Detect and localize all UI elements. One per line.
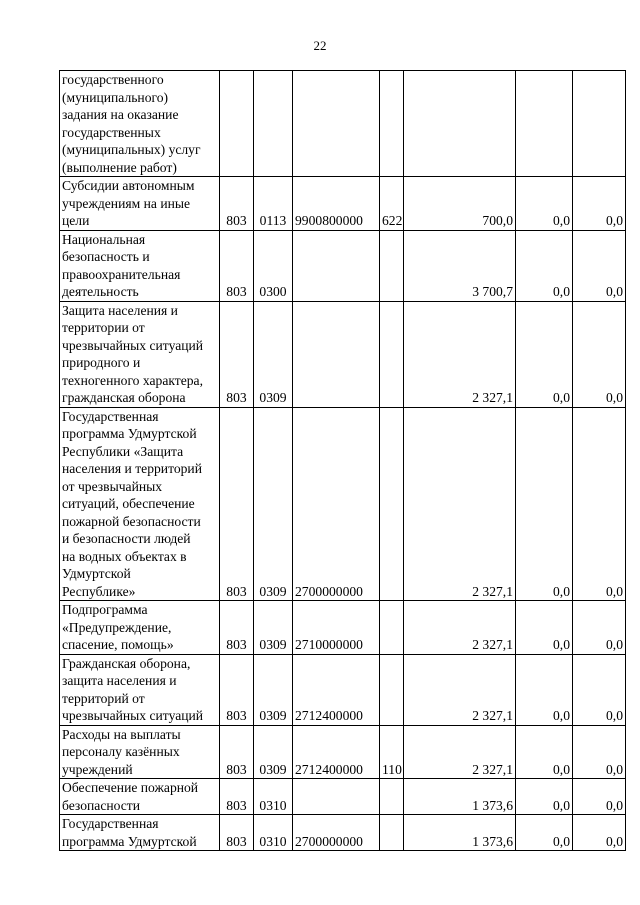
item-name-line: учреждениям на иные [62, 195, 191, 211]
article-code-cell: 9900800000 [293, 177, 380, 231]
table-row [60, 230, 626, 301]
amount-cell-1: 2 327,1 [404, 407, 516, 601]
table-row [60, 301, 626, 407]
amount-cell-1: 2 327,1 [404, 654, 516, 725]
item-name-line: цели [62, 213, 90, 228]
item-name-cell [60, 71, 220, 177]
item-name-cell [60, 177, 220, 231]
item-name-line: гражданская оборона [62, 390, 186, 405]
item-name-line: чрезвычайных ситуаций [62, 708, 204, 723]
amount-cell-3: 0,0 [573, 177, 626, 231]
item-name-line: на водных объектах в [62, 548, 187, 564]
item-name-cell [60, 779, 220, 815]
item-name-cell [60, 725, 220, 779]
item-name-line: Субсидии автономным [62, 178, 195, 193]
amount-cell-3 [573, 71, 626, 177]
amount-cell-3: 0,0 [573, 725, 626, 779]
dept-code-cell: 803 [220, 407, 254, 601]
item-name-line: населения и территорий [62, 461, 202, 476]
item-name-cell [60, 815, 220, 851]
expense-type-cell [380, 654, 404, 725]
article-code-cell [293, 301, 380, 407]
article-code-cell: 2712400000 [293, 725, 380, 779]
table-row [60, 177, 626, 231]
item-name-line: государственных [62, 124, 161, 140]
section-code-cell [254, 71, 293, 177]
item-name-line: территории от [62, 320, 145, 335]
amount-cell-3: 0,0 [573, 230, 626, 301]
item-name-line: Республики «Защита [62, 443, 184, 459]
dept-code-cell: 803 [220, 301, 254, 407]
item-name-line: Расходы на выплаты [62, 726, 181, 742]
expense-type-cell [380, 779, 404, 815]
item-name-line: природного и [62, 355, 141, 370]
item-name-line: и безопасности людей [62, 531, 191, 546]
item-name-line: безопасности [62, 797, 141, 813]
dept-code-cell: 803 [220, 601, 254, 655]
expense-type-cell [380, 301, 404, 407]
item-name-line: ситуаций, обеспечение [62, 496, 195, 511]
item-name-line: (выполнение работ) [62, 159, 177, 175]
amount-cell-2: 0,0 [516, 815, 573, 851]
amount-cell-3: 0,0 [573, 779, 626, 815]
item-name-line: Защита населения и [62, 302, 178, 318]
amount-cell-2: 0,0 [516, 407, 573, 601]
budget-table [59, 70, 626, 851]
amount-cell-1: 2 327,1 [404, 725, 516, 779]
amount-cell-1: 1 373,6 [404, 815, 516, 851]
item-name-line: Государственная [62, 816, 159, 831]
dept-code-cell: 803 [220, 779, 254, 815]
item-name-line: (муниципального) [62, 89, 169, 105]
expense-type-cell [380, 230, 404, 301]
expense-type-cell: 622 [380, 177, 404, 231]
section-code-cell: 0310 [254, 815, 293, 851]
item-name-cell [60, 301, 220, 407]
item-name-line: государственного [62, 72, 164, 87]
table-row [60, 654, 626, 725]
amount-cell-1: 2 327,1 [404, 301, 516, 407]
item-name-line: Национальная [62, 231, 146, 247]
item-name-line: Гражданская оборона, [62, 655, 191, 671]
item-name-line: задания на оказание [62, 107, 179, 122]
amount-cell-3: 0,0 [573, 654, 626, 725]
amount-cell-1: 2 327,1 [404, 601, 516, 655]
item-name-line: персоналу казённых [62, 744, 180, 759]
amount-cell-2: 0,0 [516, 779, 573, 815]
item-name-line: (муниципальных) услуг [62, 142, 201, 157]
amount-cell-3: 0,0 [573, 815, 626, 851]
amount-cell-2 [516, 71, 573, 177]
item-name-line: Республике» [62, 583, 136, 599]
table-row [60, 71, 626, 177]
section-code-cell: 0309 [254, 407, 293, 601]
article-code-cell [293, 71, 380, 177]
table-row [60, 601, 626, 655]
section-code-cell: 0309 [254, 301, 293, 407]
expense-type-cell [380, 407, 404, 601]
section-code-cell: 0310 [254, 779, 293, 815]
expense-type-cell [380, 71, 404, 177]
amount-cell-1: 700,0 [404, 177, 516, 231]
amount-cell-1: 1 373,6 [404, 779, 516, 815]
item-name-line: чрезвычайных ситуаций [62, 337, 204, 353]
item-name-cell [60, 654, 220, 725]
article-code-cell: 2700000000 [293, 815, 380, 851]
dept-code-cell: 803 [220, 815, 254, 851]
amount-cell-1 [404, 71, 516, 177]
amount-cell-3: 0,0 [573, 301, 626, 407]
item-name-line: учреждений [62, 761, 133, 777]
expense-type-cell [380, 815, 404, 851]
dept-code-cell: 803 [220, 725, 254, 779]
dept-code-cell: 803 [220, 177, 254, 231]
section-code-cell: 0309 [254, 601, 293, 655]
article-code-cell: 2712400000 [293, 654, 380, 725]
item-name-line: Обеспечение пожарной [62, 780, 199, 795]
item-name-cell [60, 230, 220, 301]
expense-type-cell: 110 [380, 725, 404, 779]
section-code-cell: 0113 [254, 177, 293, 231]
table-row [60, 407, 626, 601]
page-number: 22 [313, 38, 327, 53]
amount-cell-2: 0,0 [516, 601, 573, 655]
item-name-line: Подпрограмма [62, 602, 148, 617]
amount-cell-2: 0,0 [516, 301, 573, 407]
amount-cell-2: 0,0 [516, 654, 573, 725]
amount-cell-1: 3 700,7 [404, 230, 516, 301]
item-name-line: от чрезвычайных [62, 478, 163, 494]
amount-cell-2: 0,0 [516, 725, 573, 779]
item-name-line: пожарной безопасности [62, 513, 201, 529]
article-code-cell: 2700000000 [293, 407, 380, 601]
item-name-line: спасение, помощь» [62, 637, 174, 652]
amount-cell-2: 0,0 [516, 177, 573, 231]
item-name-cell [60, 601, 220, 655]
table-body [60, 71, 626, 851]
table-row [60, 779, 626, 815]
section-code-cell: 0309 [254, 725, 293, 779]
article-code-cell [293, 230, 380, 301]
amount-cell-3: 0,0 [573, 601, 626, 655]
dept-code-cell: 803 [220, 654, 254, 725]
item-name-line: безопасность и [62, 249, 150, 264]
article-code-cell [293, 779, 380, 815]
amount-cell-3: 0,0 [573, 407, 626, 601]
amount-cell-2: 0,0 [516, 230, 573, 301]
item-name-line: программа Удмуртской [62, 833, 197, 849]
expense-type-cell [380, 601, 404, 655]
item-name-line: Государственная [62, 408, 159, 424]
section-code-cell: 0300 [254, 230, 293, 301]
article-code-cell: 2710000000 [293, 601, 380, 655]
item-name-line: территорий от [62, 690, 145, 706]
table-row [60, 725, 626, 779]
item-name-line: деятельность [62, 284, 139, 299]
item-name-line: Удмуртской [62, 566, 131, 581]
table-row [60, 815, 626, 851]
item-name-line: правоохранительная [62, 266, 181, 282]
item-name-line: техногенного характера, [62, 372, 203, 388]
section-code-cell: 0309 [254, 654, 293, 725]
item-name-line: защита населения и [62, 673, 177, 688]
item-name-line: программа Удмуртской [62, 426, 197, 441]
dept-code-cell [220, 71, 254, 177]
item-name-line: «Предупреждение, [62, 619, 172, 635]
item-name-cell [60, 407, 220, 601]
dept-code-cell: 803 [220, 230, 254, 301]
